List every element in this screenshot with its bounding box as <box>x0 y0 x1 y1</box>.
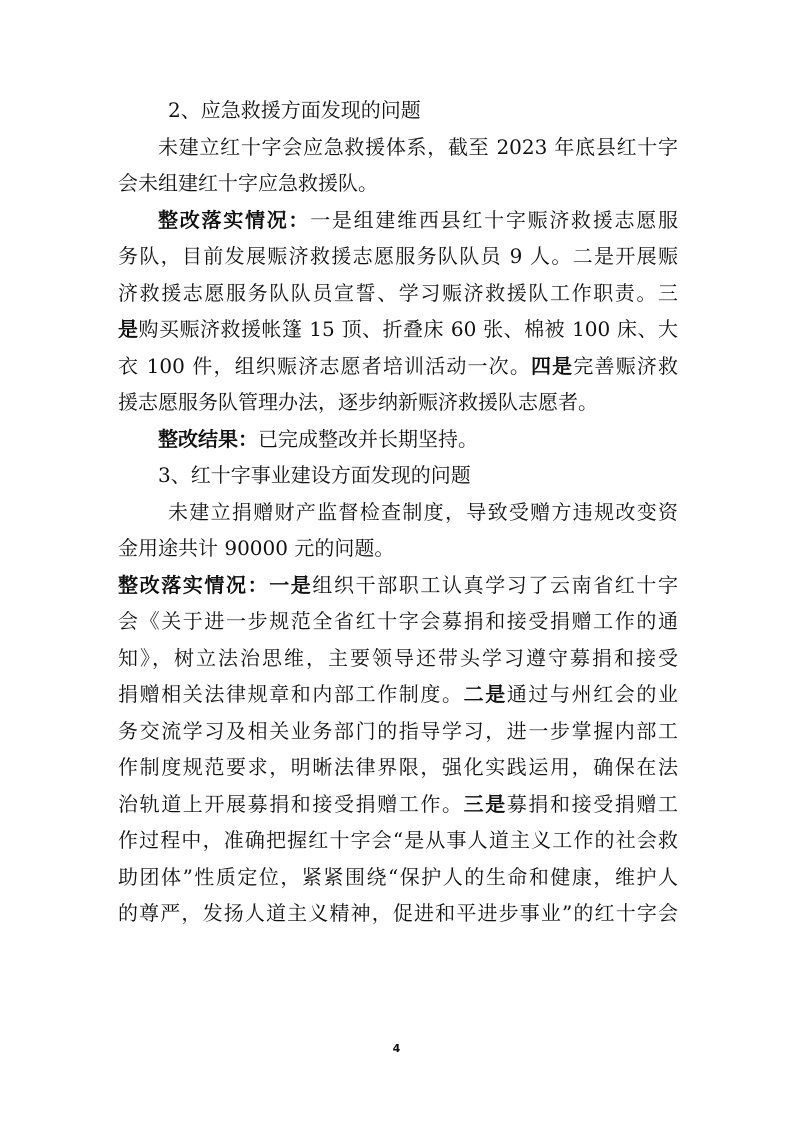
section2-rectification-line <box>118 311 678 348</box>
paragraph-text: 会未组建红十字应急救援队。 <box>118 171 378 195</box>
paragraph-text: 助团体”性质定位，紧紧围绕“保护人的生命和健康，维护人 <box>118 864 678 889</box>
paragraph-text: 济救援志愿服务队队员宣誓、学习赈济救援队工作职责。三 <box>118 280 678 305</box>
section3-rectification-line <box>118 603 678 640</box>
section3-rectification-line <box>118 713 678 750</box>
section2-result-line <box>118 421 678 458</box>
section3-rectification-line <box>118 895 678 932</box>
paragraph-text: 完善赈济救 <box>573 353 678 378</box>
paragraph-text: 援志愿服务队管理办法，逐步纳新赈济救援队志愿者。 <box>118 390 598 414</box>
paragraph-text: 会《关于进一步规范全省红十字会募捐和接受捐赠工作的通 <box>118 609 678 633</box>
paragraph-text: 衣 100 件，组织赈济志愿者培训活动一次。 <box>118 353 532 378</box>
section2-heading-text: 2、应急救援方面发现的问题 <box>168 98 421 122</box>
section3-rectification-line <box>118 567 678 604</box>
section2-rectification-line <box>118 275 678 312</box>
section2-rectification-line <box>118 384 678 421</box>
emphasis-text: 一是 <box>269 572 313 597</box>
paragraph-text: 治轨道上开展募捐和接受捐赠工作。 <box>118 791 464 816</box>
paragraph-text: 一是组建维西县红十字赈济救援志愿服 <box>310 207 678 232</box>
section2-rectification-line <box>118 348 678 385</box>
paragraph-text: 作制度规范要求，明晰法律界限，强化实践运用，确保在法 <box>118 755 678 779</box>
section3-heading <box>118 457 678 494</box>
section2-rectification-line <box>118 202 678 239</box>
emphasis-text: 三是 <box>463 791 507 816</box>
rectification-label: 整改落实情况： <box>158 207 311 232</box>
paragraph-text: 募捐和接受捐赠工 <box>506 791 678 816</box>
paragraph-text: 捐赠相关法律规章和内部工作制度。 <box>118 682 464 706</box>
section3-rectification-line <box>118 749 678 786</box>
section2-rectification-line <box>118 238 678 275</box>
paragraph-text: 未建立捐赠财产监督检查制度，导致受赠方违规改变资 <box>168 499 678 524</box>
emphasis-text: 是 <box>118 317 139 341</box>
result-text: 已完成整改并长期坚持。 <box>258 426 478 451</box>
paragraph-text: 通过与州红会的业 <box>506 682 678 706</box>
section3-heading-text: 3、红十字事业建设方面发现的问题 <box>158 463 471 487</box>
section3-rectification-line <box>118 640 678 677</box>
paragraph-text: 作过程中，准确把握红十字会“是从事人道主义工作的社会救 <box>118 828 678 852</box>
section3-rectification-line <box>118 859 678 896</box>
section2-issue-line <box>118 165 678 202</box>
paragraph-text: 购买赈济救援帐篷 15 顶、折叠床 60 张、棉被 100 床、大 <box>138 317 678 341</box>
paragraph-text: 组织干部职工认真学习了云南省红十字 <box>312 572 678 597</box>
section3-rectification-line <box>118 676 678 713</box>
paragraph-text: 的尊严，发扬人道主义精神，促进和平进步事业”的红十字会 <box>118 901 678 925</box>
page-number: 4 <box>392 1042 401 1055</box>
emphasis-text: 二是 <box>463 682 507 706</box>
section3-issue-line <box>118 494 678 531</box>
section3-rectification-line <box>118 786 678 823</box>
emphasis-text: 四是 <box>531 353 574 378</box>
section3-rectification-line <box>118 822 678 859</box>
paragraph-text: 务队，目前发展赈济救援志愿服务队队员 9 人。二是开展赈 <box>118 244 678 268</box>
result-label: 整改结果： <box>158 426 258 451</box>
paragraph-text: 知》，树立法治思维，主要领导还带头学习遵守募捐和接受 <box>118 645 678 670</box>
paragraph-text: 未建立红十字会应急救援体系，截至 2023 年底县红十字 <box>158 134 678 159</box>
paragraph-text: 金用途共计 90000 元的问题。 <box>118 536 395 560</box>
section2-heading <box>118 92 678 129</box>
section2-issue-line <box>118 129 678 166</box>
paragraph-text: 务交流学习及相关业务部门的指导学习，进一步掌握内部工 <box>118 718 678 743</box>
document-body <box>118 92 678 932</box>
section3-issue-line <box>118 530 678 567</box>
rectification-label: 整改落实情况： <box>118 572 270 597</box>
